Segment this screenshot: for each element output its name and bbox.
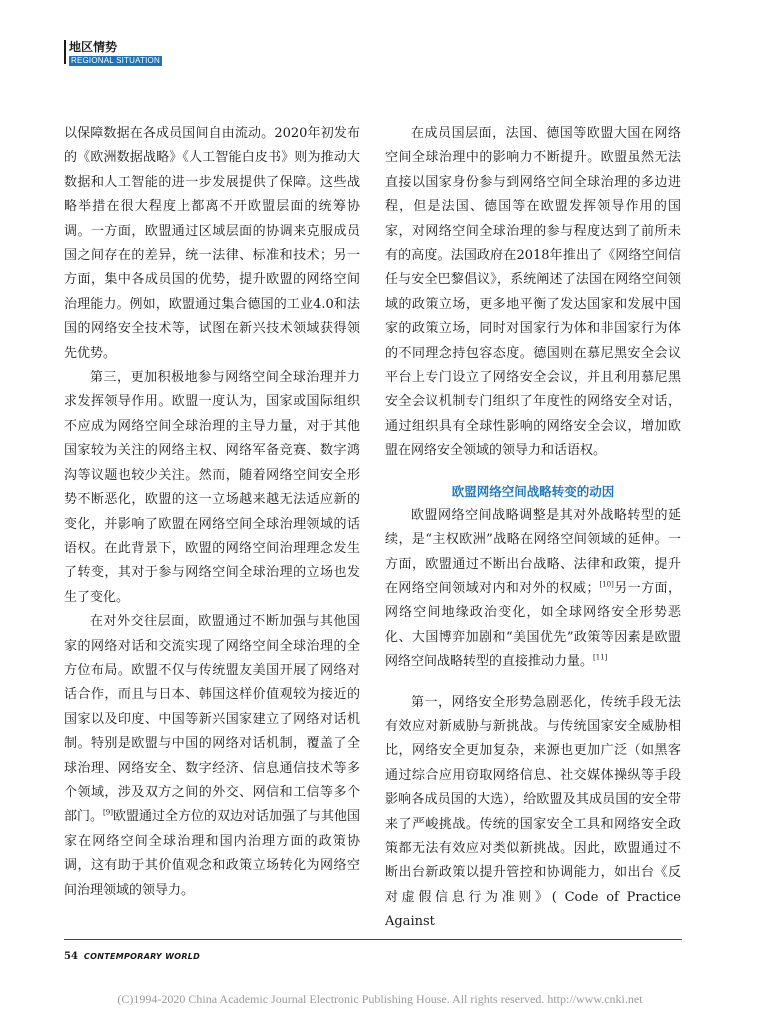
paragraph (64, 122, 360, 366)
page-footer (64, 951, 200, 962)
paragraph-text: 另一方面，网络空间地缘政治变化，如全球网络安全形势恶化、大国博弈加剧和“美国优先”政策等因素是欧盟网络空间战略转型的直接推动力量。 (385, 580, 681, 670)
paragraph: 第一，网络安全形势急剧恶化，传统手段无法有效应对新威胁与新挑战。与传统国家安全威胁相比，网络安全更加复杂，来源也更加广泛（如黑客通过综合应用窃取网络信息、社交媒体操纵等手段影响各成员国的大选），给欧盟及其成员国的安全带来了严峻挑战。传统的国家安全工具和网络安全政策都无法有效应对类似新挑战。因此，欧盟通过不断出台新政策以提升管控和协调能力，如出台《反对虚假信息行为准则》( Code of Practice Against (385, 694, 681, 930)
copyright-watermark: (C)1994-2020 China Academic Journal Electronic Publishing House. All rights reserved. http://www.cnki.net (117, 992, 643, 1006)
paragraph-text: 欧盟网络空间战略调整是其对外战略转型的延续，是“主权欧洲”战略在网络空间领域的延伸。一方面，欧盟通过不断出台战略、法律和政策，提升在网络空间领域对内和对外的权威； (385, 507, 681, 596)
citation-ref: [10] (599, 580, 614, 589)
page-number: 54 (64, 951, 78, 962)
left-column (64, 122, 360, 903)
paragraph: 第三，更加积极地参与网络空间全球治理并力求发挥领导作用。欧盟一度认为，国家或国际组织不应成为网络空间全球治理的主导力量，对于其他国家较为关注的网络主权、网络军备竞赛、数字鸿沟等议题也较少关注。然而，随着网络空间安全形势不断恶化，欧盟的这一立场越来越无法适应新的变化，并影响了欧盟在网络空间全球治理领域的话语权。在此背景下，欧盟的网络空间治理理念发生了转变，其对于参与网络空间全球治理的立场也发生了变化。 (64, 370, 360, 605)
section-heading: 欧盟网络空间战略转变的动因 (451, 483, 615, 499)
paragraph-text: 在对外交往层面，欧盟通过不断加强与其他国家的网络对话和交流实现了网络空间全球治理的全方位布局。欧盟不仅与传统盟友美国开展了网络对话合作，而且与日本、韩国这样价值观较为接近的国家以及印度、中国等新兴国家建立了网络对话机制。特别是欧盟与中国的网络对话机制，覆盖了全球治理、网络安全、数字经济、信息通信技术等多个领域，涉及双方之间的外交、网信和工信等多个部门。 (64, 614, 360, 825)
citation-ref: [9] (103, 809, 113, 818)
paragraph-text: 欧盟通过全方位的双边对话加强了与其他国家在网络空间全球治理和国内治理方面的政策协调，这有助于其价值观念和政策立场转化为网络空间治理领域的领导力。 (64, 809, 360, 898)
header-bar (64, 40, 66, 64)
paragraph: 在成员国层面，法国、德国等欧盟大国在网络空间全球治理中的影响力不断提升。欧盟虽然无法直接以国家身份参与到网络空间全球治理的多边进程，但是法国、德国等在欧盟发挥领导作用的国家，对网络空间全球治理的参与程度达到了前所未有的高度。法国政府在2018年推出了《网络空间信任与安全巴黎倡议》，系统阐述了法国在网络空间领域的政策立场，更多地平衡了发达国家和发展中国家的政策立场，同时对国家行为体和非国家行为体的不同理念持包容态度。德国则在慕尼黑安全会议平台上专门设立了网络安全会议，并且利用慕尼黑安全会议机制专门组织了年度性的网络安全对话，通过组织具有全球性影响的网络安全会议，增加欧盟在网络安全领域的领导力和话语权。 (385, 126, 681, 459)
paragraph (385, 504, 681, 675)
paragraph (64, 610, 360, 903)
magazine-name: CONTEMPORARY WORLD (83, 952, 201, 961)
right-column (385, 122, 681, 935)
section-subtitle: REGIONAL SITUATION (71, 56, 160, 65)
section-title: 地区情势 (69, 40, 118, 54)
paragraph-text: 以保障数据在各成员国间自由流动。2020年初发布的《欧洲数据战略》《人工智能白皮书》则为推动大数据和人工智能的进一步发展提供了保障。这些战略举措在很大程度上都离不开欧盟层面的统筹协调。一方面，欧盟通过区域层面的协调来克服成员国之间存在的差异，统一法律、标准和技术；另一方面，集中各成员国的优势，提升欧盟的网络空间治理能力。例如，欧盟通过集合德国的工业4.0和法国的网络安全技术等，试图在新兴技术领域获得领先优势。 (64, 126, 360, 361)
footer-rule (64, 939, 682, 940)
citation-ref: [11] (593, 653, 608, 662)
